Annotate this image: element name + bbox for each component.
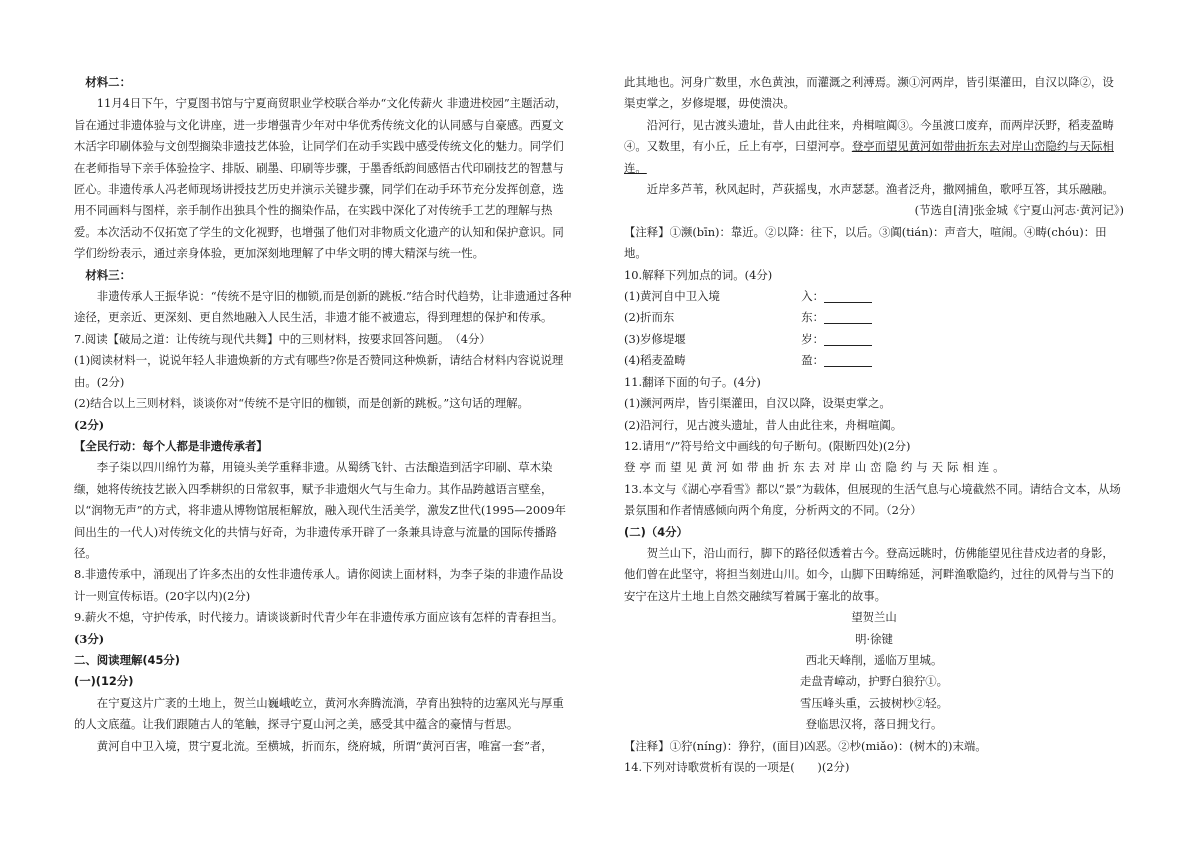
question-13: 13.本文与《湖心亭看雪》都以“景”为载体，但展现的生活气息与心境截然不同。请结合文本，从场景氛围和作者情感倾向两个角度，分析两文的不同。（2分）: [624, 481, 1121, 518]
passage-continued: 此其地也。河身广数里，水色黄浊，而灌溉之利溥焉。濒①河两岸，皆引渠灌田，自汉以降②，设渠吏掌之，岁修堤堰，毋使溃决。: [624, 75, 1114, 111]
poem-line: 走盘青嶂动，护野白狼狞①。: [799, 674, 949, 689]
answer-blank[interactable]: [824, 312, 872, 324]
annotation-one: 【注释】①濒(bīn)：靠近。②以降：往下，以后。③阗(tián)：声音大，喧闹。④畴(chóu)：田地。: [624, 224, 1107, 261]
left-column: [74, 72, 574, 757]
q10-item-3: (3)岁修堤堰 岁：: [624, 329, 872, 350]
question-7-1: (1)阅读材料一，说说年轻人非遗焕新的方式有哪些?你是否赞同这种焕新，请结合材料内容说说理由。(2分): [74, 353, 564, 389]
question-11-sentence-1: (1)濒河两岸，皆引渠灌田，自汉以降，设渠吏掌之。: [624, 396, 891, 411]
action-title: 【全民行动：每个人都是非遗传承者】: [74, 438, 268, 453]
passage-start: 黄河自中卫入境，贯宁夏北流。至横城，折而东，绕府城，所谓“黄河百害，唯富一套”者，: [96, 738, 553, 753]
question-7-2-score: (2分): [74, 417, 105, 432]
poem-line: 登临思汉将，落日拥戈行。: [805, 717, 943, 732]
material-two-body: 11月4日下午，宁夏图书馆与宁夏商贸职业学校联合举办“文化传薪火 非遗进校园”主题活动，旨在通过非遗体验与文化讲座，进一步增强青少年对中华优秀传统文化的认同感与自豪感。西夏文木活字印刷体验与文创型搁染非遗技艺体验，让同学们在动手实践中感受传统文化的魅力。同学们在老师指导下亲手体验捡字、排版、刷墨、印刷等步骤，于墨香纸韵间感悟古代印刷技艺的智慧与匠心。非遗传承人冯老师现场讲授技艺历史并演示关键步骤，同学们在动手环节充分发挥创意，选用不同画料与图样，亲手制作出独具个性的搁染作品，在实践中深化了对传统手工艺的理解与热爱。本次活动不仅拓宽了学生的文化视野，也增强了他们对非物质文化遗产的认知和保护意识。同学们纷纷表示，通过亲身体验，更加深刻地理解了中华文明的博大精深与统一性。: [74, 96, 567, 261]
passage-source: (节选自[清]张金城《宁夏山河志·黄河记》): [914, 203, 1124, 218]
intro-paragraph: 在宁夏这片广袤的土地上，贺兰山巍峨屹立，黄河水奔腾流淌，孕育出独特的边塞风光与厚重的人文底蕴。让我们跟随古人的笔触，探寻宁夏山河之美，感受其中蕴含的豪情与哲思。: [74, 695, 564, 732]
action-body: 李子柒以四川绵竹为幕，用镜头美学重释非遗。从蜀绣飞针、古法酿造到活字印刷、草木染缬，她将传统技艺嵌入四季耕织的日常叙事，赋予非遗烟火气与生命力。其作品跨越语言壁垒，以“润物无声”的方式，将非遗从博物馆展柜解放，融入现代生活美学，激发Z世代(1995—2009年间出生的一代人)对传统文化的共情与好奇，为非遗传承开辟了一条兼具诗意与流量的国际传播路径。: [74, 460, 567, 560]
question-10-items: [624, 286, 1124, 372]
answer-blank[interactable]: [824, 291, 872, 303]
question-12-sentence: 登亭而望见黄河如带曲折东去对岸山峦隐约与天际相连。: [624, 460, 1009, 475]
poem-author: 明·徐键: [855, 631, 893, 646]
question-12: 12.请用“/”符号给文中画线的句子断句。(限断四处)(2分): [624, 438, 911, 453]
question-8: 8.非遗传承中，涌现出了许多杰出的女性非遗传承人。请你阅读上面材料，为李子柒的非遗作品设计一则宣传标语。(20字以内)(2分): [74, 567, 564, 603]
q10-item-4: (4)稻麦盈畴 盈：: [624, 350, 872, 371]
question-9: 9.薪火不熄，守护传承，时代接力。请谈谈新时代青少年在非遗传承方面应该有怎样的青春担当。: [74, 610, 564, 625]
material-three-body: 非遗传承人王振华说：“传统不是守旧的枷锁,而是创新的跳板.”结合时代趋势，让非遗通过各种途径，更亲近、更深刻、更自然地融入人民生活，非遗才能不被遗忘，得到理想的保护和传承。: [74, 289, 572, 325]
question-11: 11.翻译下面的句子。(4分): [624, 374, 761, 389]
underlined-sentence: 登亭而望见黄河如带曲折东去对岸山峦隐约与天际相连。: [624, 139, 1114, 175]
material-three-title: 材料三：: [85, 267, 131, 282]
question-7-2: (2)结合以上三则材料，谈谈你对“传统不是守旧的枷锁，而是创新的跳板。”这句话的理解。: [74, 396, 529, 411]
subsection-two-heading: (二)（4分）: [624, 524, 688, 539]
answer-blank[interactable]: [824, 355, 872, 367]
answer-blank[interactable]: [824, 334, 872, 346]
q10-item-2: (2)折而东 东：: [624, 307, 872, 328]
material-two-title: 材料二：: [85, 75, 131, 89]
poem-title: 望贺兰山: [851, 610, 897, 625]
section-two-heading: 二、阅读理解(45分): [74, 652, 180, 667]
q10-item-1: (1)黄河自中卫入境 入：: [624, 286, 872, 307]
question-9-score: (3分): [74, 631, 105, 646]
right-column: [624, 72, 1124, 778]
annotation-two: 【注释】①狞(níng)：狰狞，(面目)凶恶。②杪(miǎo)：(树木的)末端。: [624, 738, 987, 753]
poem-line: 西北天峰削，遥临万里城。: [805, 652, 943, 667]
question-10: 10.解释下列加点的词。(4分): [624, 267, 773, 282]
passage-paragraph-3: 近岸多芦苇，秋风起时，芦荻摇曳，水声瑟瑟。渔者泛舟，撒网捕鱼，歌呼互答，其乐融融。: [646, 182, 1114, 197]
question-11-sentence-2: (2)沿河行，见古渡头遗址，昔人由此往来，舟楫喧阗。: [624, 417, 903, 432]
question-7: 7.阅读【破局之道：让传统与现代共舞】中的三则材料，按要求回答问题。 （4分）: [74, 331, 491, 346]
poem-line: 雪压峰头重，云披树杪②轻。: [799, 695, 949, 710]
poem-intro: 贺兰山下，沿山而行，脚下的路径似透着古今。登高远眺时，仿佛能望见往昔戍边者的身影，他们曾在此坚守，将担当刻进山川。如今，山脚下田畴绵延，河畔渔歌隐约，过往的风骨与当下的安宁在这片土地上自然交融续写着属于塞北的故事。: [624, 545, 1114, 603]
subsection-one-heading: (一)(12分): [74, 674, 134, 689]
passage-paragraph-2: 沿河行，见古渡头遗址，昔人由此往来，舟楫喧阗③。今虽渡口废弃，而两岸沃野，稻麦盈畴④。又数里，有小丘，丘上有亭，曰望河亭。登亭而望见黄河如带曲折东去对岸山峦隐约与天际相连。: [624, 117, 1114, 175]
question-14: 14.下列对诗歌赏析有误的一项是( )(2分): [624, 760, 850, 774]
